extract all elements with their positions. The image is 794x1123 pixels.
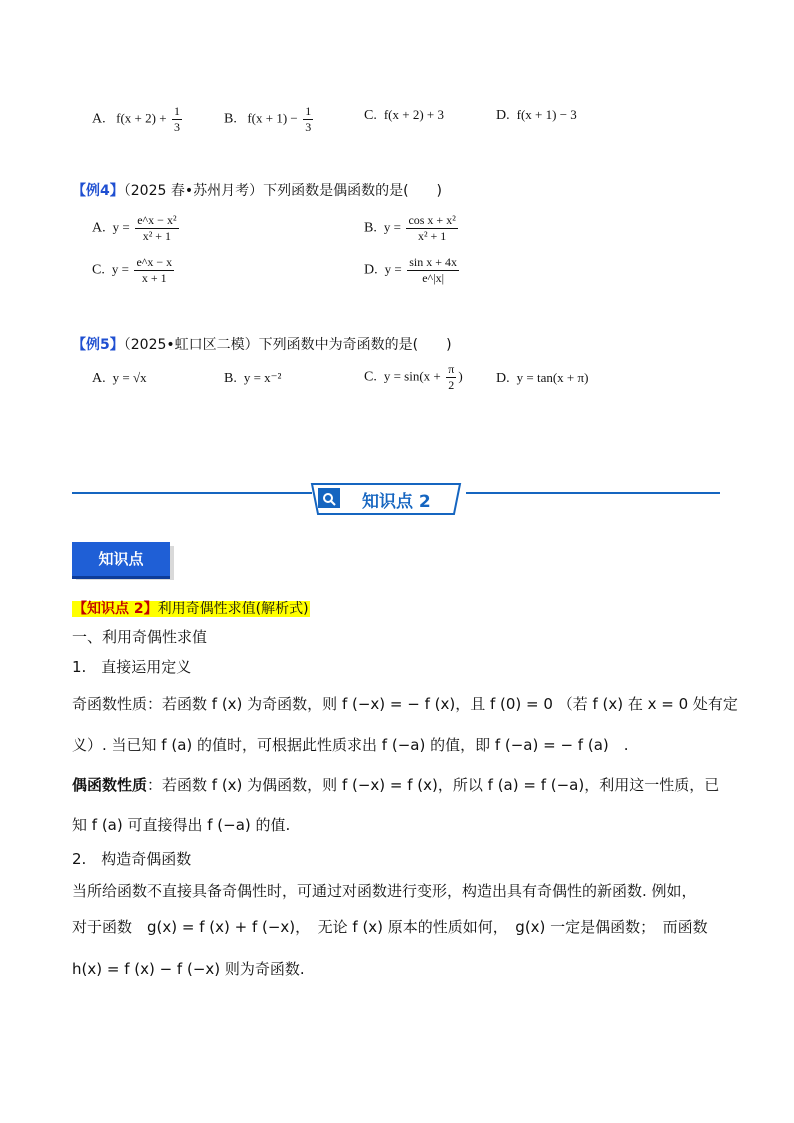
- ex4-option-d: D. y = $\frac{\text{sin x + 4x}}{e\^{}|x|}$: [364, 255, 457, 285]
- ex3-option-d: D. f(x + 1) − 3: [496, 107, 577, 123]
- kp-title: 【知识点 2】利用奇偶性求值(解析式): [73, 601, 309, 617]
- ex5-option-d: D. y = tan(x + π): [496, 370, 589, 386]
- ex4-option-a: A. y = $\frac{\text{e\textasciicircum{}x − x²}}{\text{x² + 1}}$: [92, 213, 177, 243]
- construct-line-3: h(x) = f (x) − f (−x) 则为奇函数.: [72, 960, 305, 978]
- ex5-option-a: A. y = √x: [92, 370, 147, 386]
- sub-heading-1: 1. 直接运用定义: [72, 658, 192, 676]
- ex4-tag: 【例4】: [72, 183, 124, 199]
- section-banner-title: 知识点 2: [362, 492, 431, 512]
- even-property-line-2: 知 f (a) 可直接得出 f (−a) 的值.: [72, 816, 291, 834]
- ex5-tag: 【例5】: [72, 337, 124, 353]
- ex4-question: 【例4】（2025 春•苏州月考）下列函数是偶函数的是( ): [72, 183, 443, 199]
- construct-line-1: 当所给函数不直接具备奇偶性时，可通过对函数进行变形，构造出具有奇偶性的新函数. 例如，: [72, 882, 697, 900]
- ex3-option-b: B. f(x + 1) − $\frac{1}{3}$: [224, 104, 312, 134]
- construct-line-2: 对于函数 g(x) = f (x) + f (−x)， 无论 f (x) 原本的性质如何， g(x) 一定是偶函数； 而函数: [72, 918, 708, 936]
- odd-property-line-1: 奇函数性质：若函数 f (x) 为奇函数，则 f (−x) = − f (x)，且 f (0) = 0 （若 f (x) 在 x = 0 处有定: [72, 695, 738, 713]
- ex3-option-c: C. f(x + 2) + 3: [364, 107, 444, 123]
- even-property-line-1: 偶函数性质：若函数 f (x) 为偶函数，则 f (−x) = f (x)，所以 f (a) = f (−a)，利用这一性质，已: [72, 776, 720, 794]
- ex5-question: 【例5】（2025•虹口区二模）下列函数中为奇函数的是( ): [72, 337, 452, 353]
- ex5-option-c: C. y = sin(x + $\frac{\pi}{2}$ ): [364, 362, 463, 392]
- heading-1: 一、利用奇偶性求值: [72, 628, 208, 646]
- ex3-option-a: A. f(x + 2) + $\frac{1}{3}$: [92, 104, 181, 134]
- sub-heading-2: 2. 构造奇偶函数: [72, 850, 192, 868]
- ex5-option-b: B. y = x⁻²: [224, 370, 282, 386]
- odd-property-line-2: 义）. 当已知 f (a) 的值时，可根据此性质求出 f (−a) 的值，即 f (−a) = − f (a) .: [72, 736, 629, 754]
- ex4-option-c: C. y = $\frac{e\^{}x - x}{x + 1}$: [92, 255, 173, 285]
- search-icon: [322, 492, 336, 506]
- banner-line-left: [72, 492, 312, 494]
- ex4-option-b: B. y = $\frac{\text{cos x + x²}}{\text{x² + 1}}$: [364, 213, 456, 243]
- knowledge-tab: 知识点: [72, 542, 170, 579]
- banner-line-right: [466, 492, 720, 494]
